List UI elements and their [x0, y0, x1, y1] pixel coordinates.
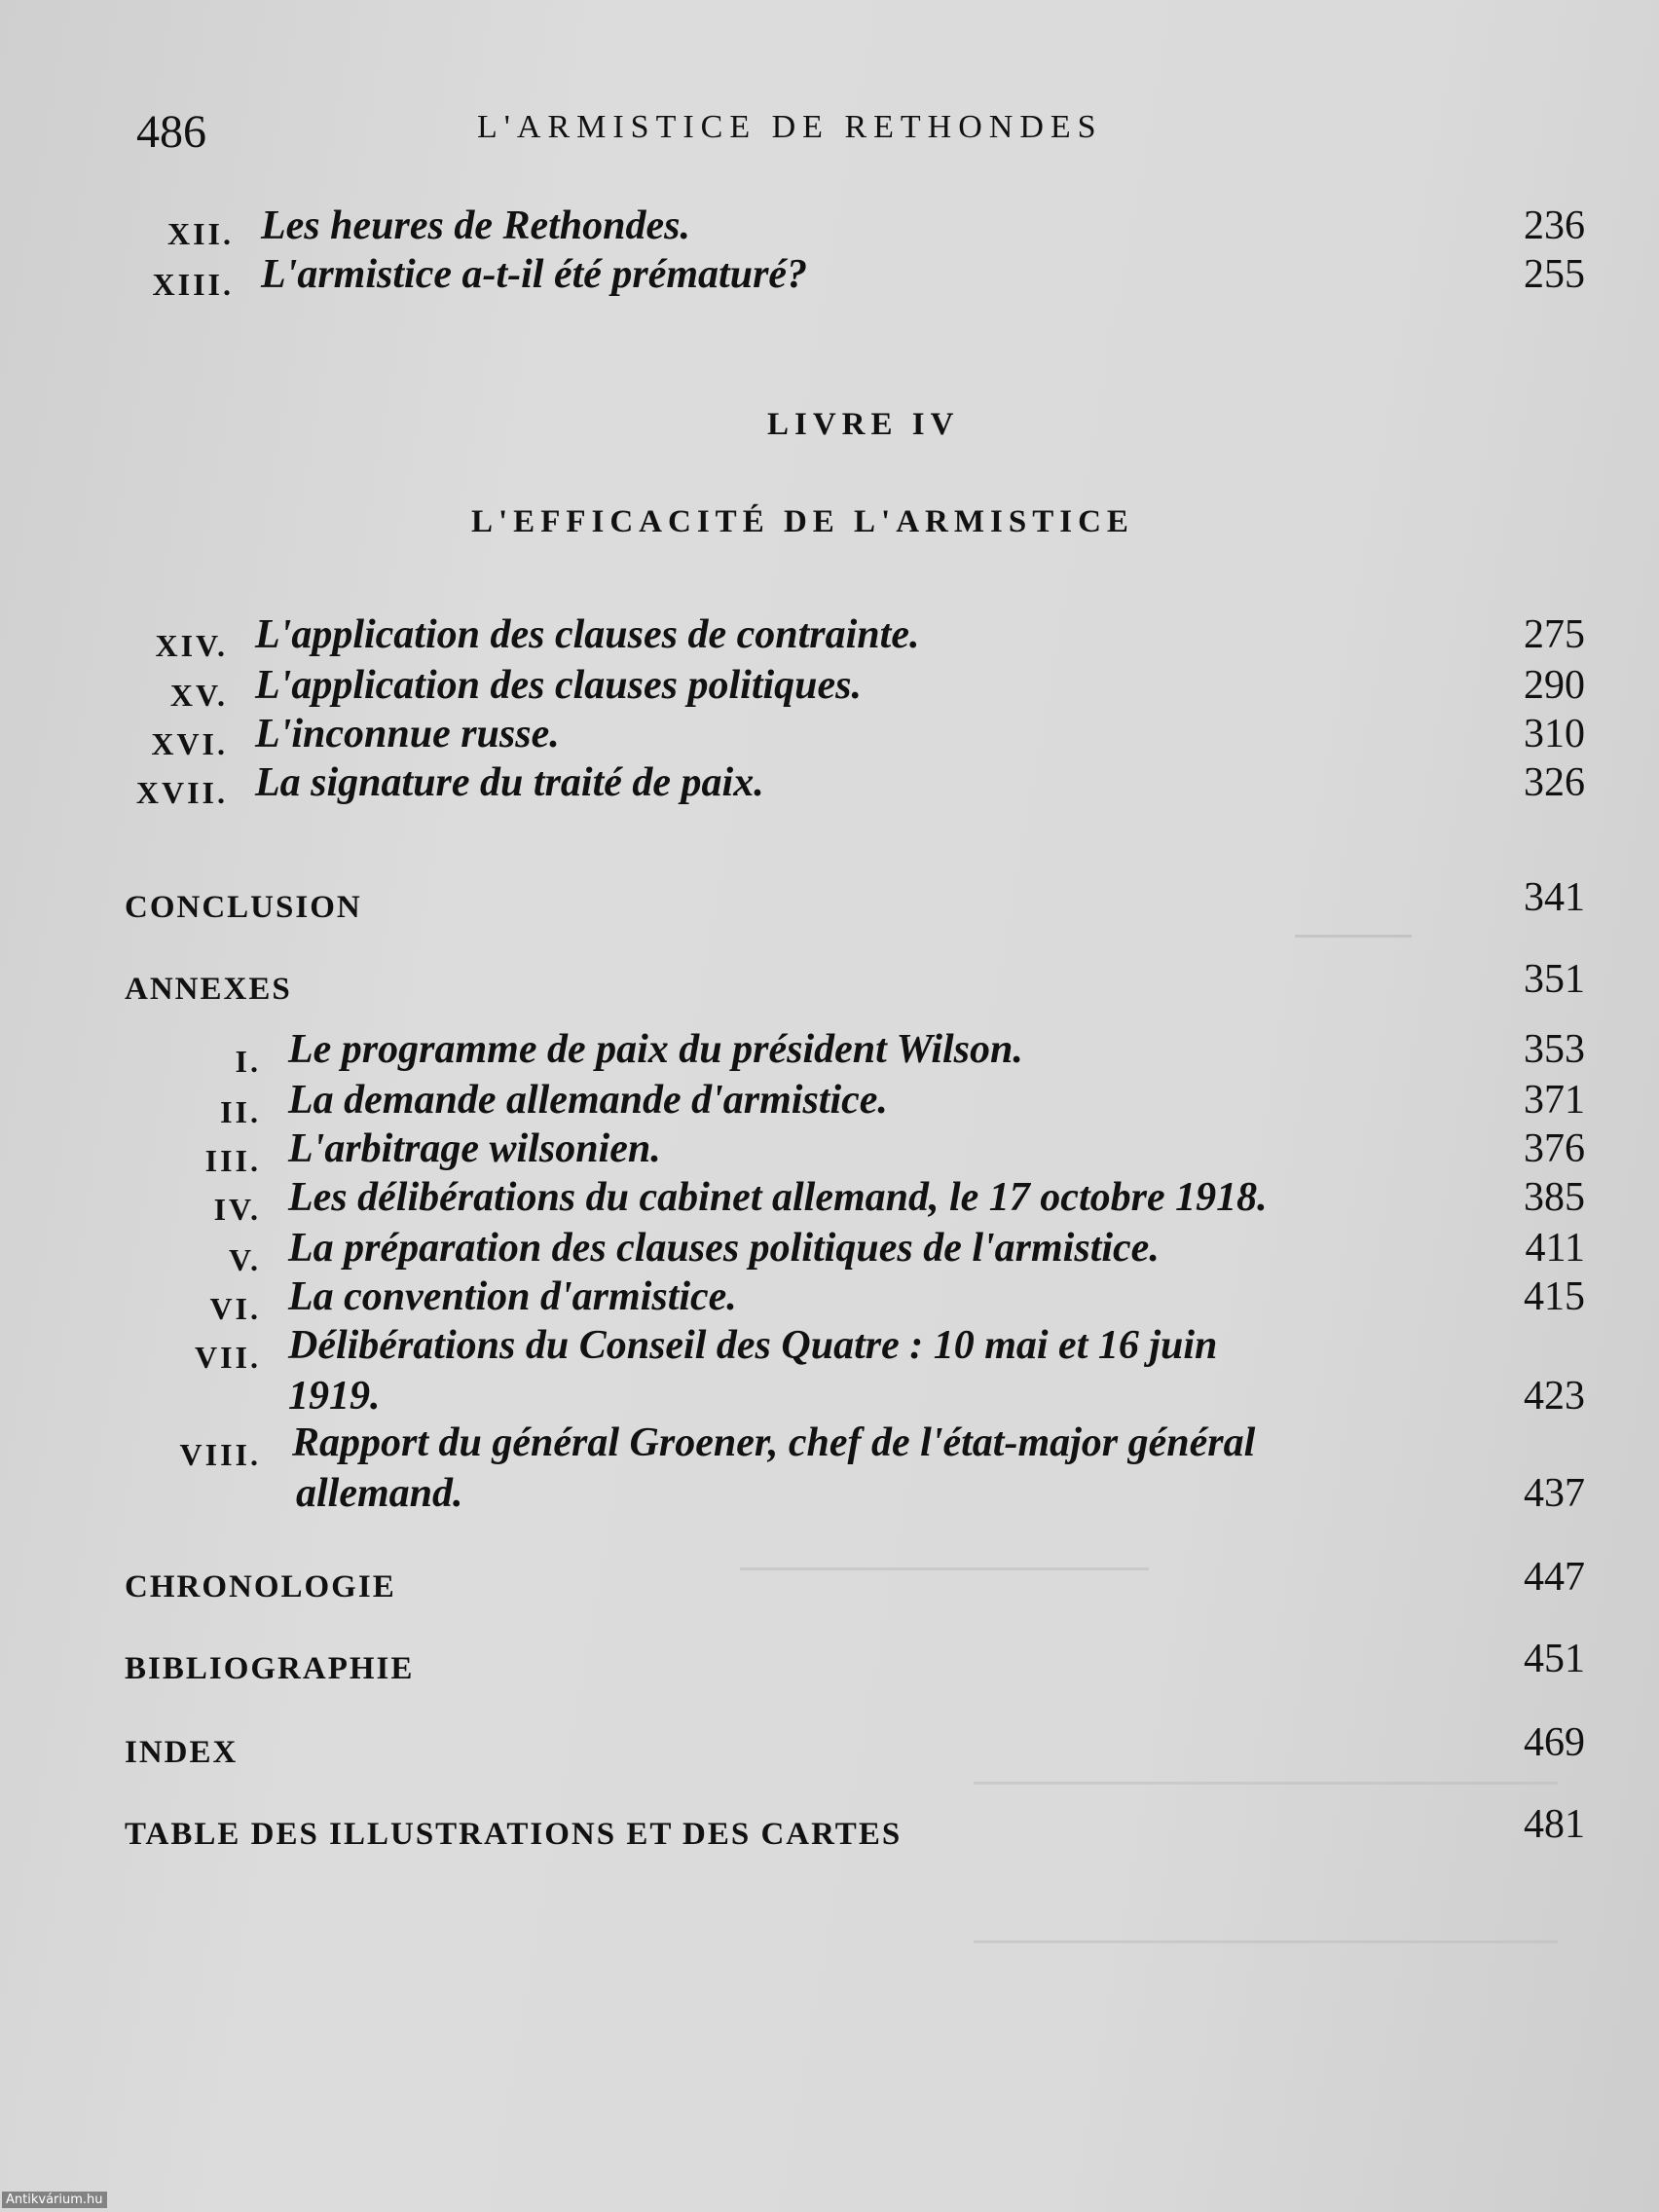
annex-title: Le programme de paix du président Wilson.: [288, 1027, 1023, 1072]
annex-page: 437: [1524, 1471, 1585, 1516]
chapter-title: L'application des clauses de contrainte.: [255, 612, 920, 657]
annex-page: 353: [1524, 1027, 1585, 1072]
annex-title-line2: 1919.: [288, 1374, 381, 1419]
annex-number: V.: [229, 1242, 261, 1277]
chapter-title: L'inconnue russe.: [255, 712, 560, 756]
chapter-page: 275: [1524, 612, 1585, 657]
chapter-page: 326: [1524, 760, 1585, 805]
chapter-title: L'armistice a-t-il été prématuré?: [261, 252, 808, 297]
conclusion-page: 341: [1524, 875, 1585, 920]
annex-title: L'arbitrage wilsonien.: [288, 1126, 661, 1171]
annex-page: 415: [1524, 1274, 1585, 1319]
annex-page: 423: [1524, 1374, 1585, 1419]
annex-number: VI.: [209, 1291, 261, 1326]
chapter-title: L'application des clauses politiques.: [255, 663, 863, 708]
annexes-label: ANNEXES: [125, 972, 292, 1007]
annex-page: 411: [1525, 1226, 1585, 1271]
chapter-title: Les heures de Rethondes.: [261, 203, 690, 248]
chapter-page: 290: [1524, 663, 1585, 708]
chapter-number: XVII.: [135, 775, 228, 810]
running-title: L'ARMISTICE DE RETHONDES: [477, 109, 1103, 145]
back-matter-page: 447: [1524, 1555, 1585, 1600]
chapter-page: 236: [1524, 203, 1585, 248]
livre-label: LIVRE IV: [767, 407, 960, 442]
chapter-number: XVI.: [151, 726, 228, 761]
annex-title-line2: allemand.: [296, 1471, 463, 1516]
annex-page: 371: [1524, 1078, 1585, 1123]
watermark: Antikvárium.hu: [2, 2192, 107, 2208]
livre-title: L'EFFICACITÉ DE L'ARMISTICE: [471, 504, 1134, 539]
annex-page: 376: [1524, 1126, 1585, 1171]
annex-title: Les délibérations du cabinet allemand, le 17 octobre 1918.: [288, 1175, 1268, 1220]
back-matter-page: 469: [1524, 1720, 1585, 1765]
back-matter-label: CHRONOLOGIE: [125, 1569, 396, 1604]
conclusion-label: CONCLUSION: [125, 890, 362, 925]
back-matter-page: 451: [1524, 1637, 1585, 1681]
annex-title: La demande allemande d'armistice.: [288, 1078, 888, 1123]
annex-title: La convention d'armistice.: [288, 1274, 737, 1319]
chapter-number: XV.: [169, 678, 228, 713]
annex-title: La préparation des clauses politiques de l'armistice.: [288, 1226, 1160, 1271]
annex-page: 385: [1524, 1175, 1585, 1220]
annex-number: VIII.: [179, 1437, 261, 1472]
chapter-page: 310: [1524, 712, 1585, 756]
chapter-number: XII.: [166, 216, 234, 251]
back-matter-label: TABLE DES ILLUSTRATIONS ET DES CARTES: [125, 1817, 903, 1852]
chapter-page: 255: [1524, 252, 1585, 297]
back-matter-label: INDEX: [125, 1735, 239, 1770]
chapter-title: La signature du traité de paix.: [255, 760, 764, 805]
annex-number: I.: [235, 1044, 261, 1079]
chapter-number: XIV.: [155, 628, 228, 663]
annex-number: III.: [204, 1143, 261, 1178]
show-through-decoration: [1295, 935, 1412, 967]
annex-title-line1: Rapport du général Groener, chef de l'état-major général: [292, 1420, 1256, 1465]
annex-number: VII.: [194, 1340, 261, 1375]
back-matter-label: BIBLIOGRAPHIE: [125, 1651, 415, 1686]
chapter-number: XIII.: [152, 267, 234, 302]
annexes-page: 351: [1524, 957, 1585, 1002]
annex-title-line1: Délibérations du Conseil des Quatre : 10 mai et 16 juin: [288, 1323, 1218, 1368]
back-matter-page: 481: [1524, 1802, 1585, 1847]
annex-number: II.: [220, 1094, 261, 1129]
page-number: 486: [136, 106, 206, 158]
annex-number: IV.: [213, 1192, 261, 1227]
show-through-decoration: [740, 1567, 1149, 1590]
